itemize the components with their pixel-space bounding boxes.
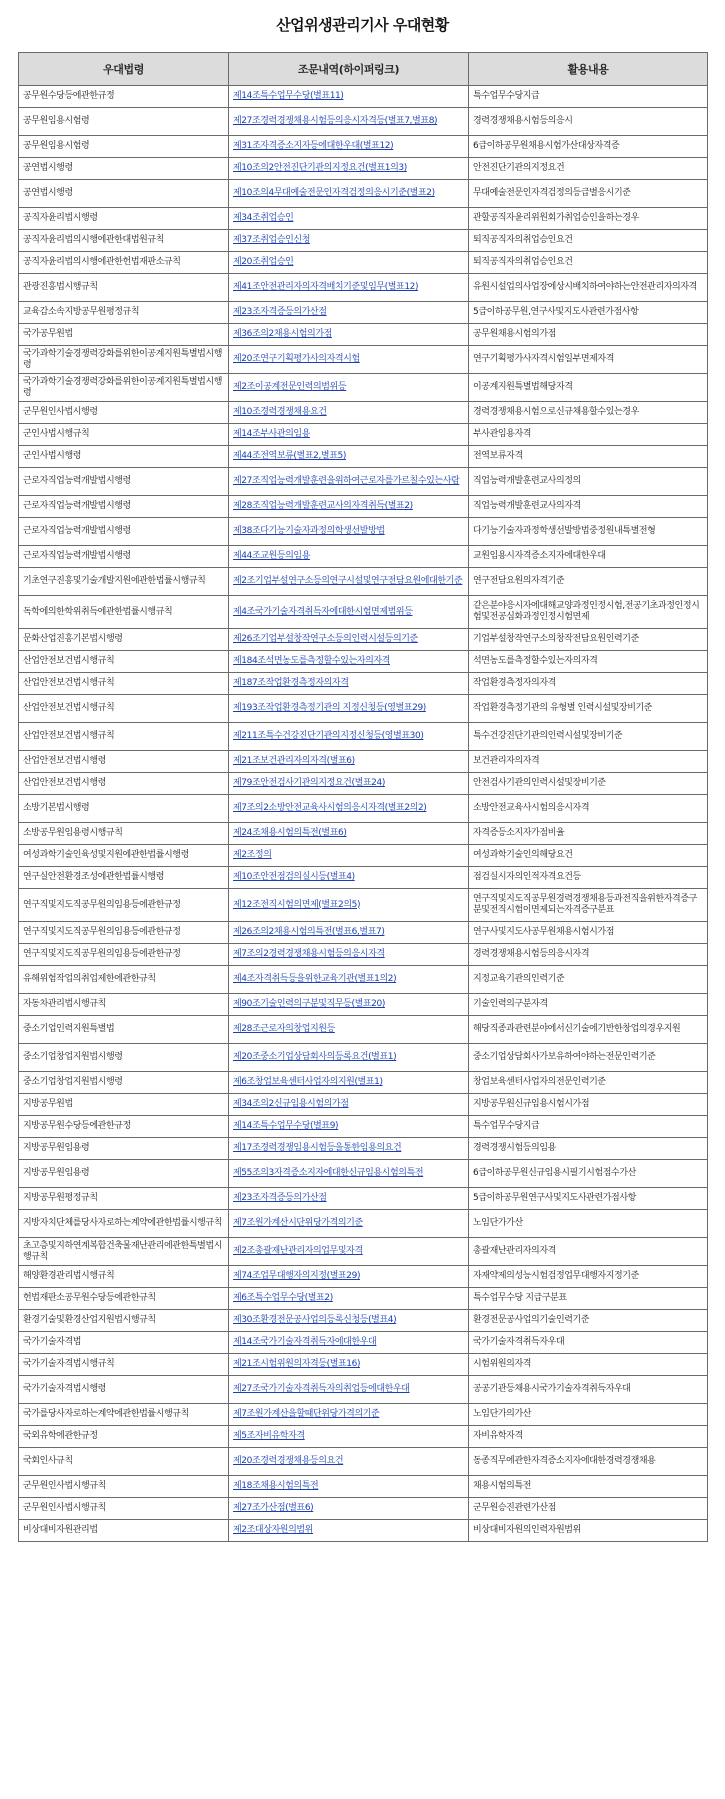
clause-link[interactable]: 제90조기술인력의구분및직무등(별표20) [229,994,469,1016]
use-cell: 기술인력의구분자격 [469,994,708,1016]
clause-link[interactable]: 제7조의2소방안전교육사시험의응시자격(별표2의2) [229,795,469,823]
clause-link[interactable]: 제18조채용시험의특전 [229,1476,469,1498]
use-cell: 공공기관등채용시국가기술자격취득자우대 [469,1376,708,1404]
clause-link[interactable]: 제34조의2신규임용시험의가점 [229,1094,469,1116]
use-cell: 퇴직공직자의취업승인요건 [469,230,708,252]
table-row [19,966,708,994]
clause-link[interactable]: 제5조자비유학자격 [229,1426,469,1448]
clause-link[interactable]: 제10조의2안전진단기관의지정요건(별표1의3) [229,158,469,180]
use-cell: 경력경쟁채용시험등의응시 [469,108,708,136]
use-cell: 퇴직공직자의취업승인요건 [469,252,708,274]
use-cell: 공무원채용시험의가점 [469,324,708,346]
use-cell: 작업환경측정자의자격 [469,673,708,695]
table-row [19,568,708,596]
use-cell: 연구기획평가사자격시험일부면제자격 [469,346,708,374]
table-row [19,302,708,324]
table-row [19,845,708,867]
clause-link[interactable]: 제193조작업환경측정기관의 지정신청등(영별표29) [229,695,469,723]
preference-table-container [18,52,707,1542]
table-row [19,629,708,651]
clause-link[interactable]: 제41조안전관리자의자격배치기준및임무(별표12) [229,274,469,302]
law-cell: 기초연구진흥및기술개발지원에관한법률시행규칙 [19,568,229,596]
use-cell: 특수업무수당지급 [469,1116,708,1138]
law-cell: 중소기업창업지원법시행령 [19,1072,229,1094]
table-row [19,673,708,695]
law-cell: 국회인사규칙 [19,1448,229,1476]
clause-link[interactable]: 제28조직업능력개발훈련교사의자격취득(별표2) [229,496,469,518]
clause-link[interactable]: 제2조총괄재난관리자의업무및자격 [229,1238,469,1266]
table-row [19,1266,708,1288]
law-cell: 군무원인사법시행규칙 [19,1498,229,1520]
law-cell: 국가기술자격법시행규칙 [19,1354,229,1376]
clause-link[interactable]: 제28조근로자의창업지원등 [229,1016,469,1044]
law-cell: 근로자직업능력개발법시행령 [19,468,229,496]
clause-link[interactable]: 제17조경력경쟁임용시험등을통한임용의요건 [229,1138,469,1160]
table-row [19,695,708,723]
law-cell: 산업안전보건법시행규칙 [19,651,229,673]
header-use: 활용내용 [469,53,708,86]
use-cell: 무대예술전문인자격검정의등급별응시기준 [469,180,708,208]
clause-link[interactable]: 제30조환경전문공사업의등록신청등(별표4) [229,1310,469,1332]
use-cell: 지방공무원신규임용시험시가점 [469,1094,708,1116]
law-cell: 군인사법시행규칙 [19,424,229,446]
law-cell: 국가를당사자로하는계약에관한법률시행규칙 [19,1404,229,1426]
table-row [19,252,708,274]
table-row [19,1310,708,1332]
law-cell: 문화산업진흥기본법시행령 [19,629,229,651]
use-cell: 군무원승진관련가산점 [469,1498,708,1520]
law-cell: 교육감소속지방공무원평정규칙 [19,302,229,324]
use-cell: 점검실시자의인적자격요건등 [469,867,708,889]
table-row [19,651,708,673]
use-cell: 6급이하공무원채용시험가산대상자격증 [469,136,708,158]
law-cell: 산업안전보건법시행규칙 [19,673,229,695]
clause-link[interactable]: 제74조업무대행자의지정(별표29) [229,1266,469,1288]
law-cell: 군무원인사법시행령 [19,402,229,424]
table-row [19,518,708,546]
use-cell: 노임단가가산 [469,1210,708,1238]
clause-link[interactable]: 제2조정의 [229,845,469,867]
use-cell: 안전진단기관의지정요건 [469,158,708,180]
table-row [19,468,708,496]
table-row [19,274,708,302]
table-row [19,108,708,136]
law-cell: 국가공무원법 [19,324,229,346]
use-cell: 연구직및지도직공무원경력경쟁채용등과전직을위한자격증구분및전직시험이면제되는자격증구분표 [469,889,708,922]
use-cell: 5급이하공무원연구사및지도사관련가점사항 [469,1188,708,1210]
table-row [19,1072,708,1094]
law-cell: 공직자윤리법의시행에관한헌법재판소규칙 [19,252,229,274]
clause-link[interactable]: 제6조특수업무수당(별표2) [229,1288,469,1310]
table-row [19,823,708,845]
table-row [19,424,708,446]
header-clause: 조문내역(하이퍼링크) [229,53,469,86]
law-cell: 공연법시행령 [19,180,229,208]
clause-link[interactable]: 제26조의2채용시험의특전(별표6,별표7) [229,922,469,944]
use-cell: 교원임용시자격증소지자에대한우대 [469,546,708,568]
use-cell: 노임단가의가산 [469,1404,708,1426]
law-cell: 공무원수당등에관한규정 [19,86,229,108]
clause-link[interactable]: 제10조안전점검의실시등(별표4) [229,867,469,889]
use-cell: 기업부설창작연구소의창작전담요원인력기준 [469,629,708,651]
law-cell: 소방기본법시행령 [19,795,229,823]
use-cell: 이공계지원특별법해당자격 [469,374,708,402]
table-row [19,1138,708,1160]
law-cell: 공직자윤리법의시행에관한대법원규칙 [19,230,229,252]
header-law: 우대법령 [19,53,229,86]
use-cell: 안전검사기관의인력시설및장비기준 [469,773,708,795]
table-row [19,230,708,252]
use-cell: 특수업무수당지급 [469,86,708,108]
table-row [19,180,708,208]
law-cell: 중소기업창업지원법시행령 [19,1044,229,1072]
clause-link[interactable]: 제6조창업보육센터사업자의지원(별표1) [229,1072,469,1094]
clause-link[interactable]: 제21조보건관리자의자격(별표6) [229,751,469,773]
table-row [19,546,708,568]
table-row [19,795,708,823]
table-row [19,773,708,795]
use-cell: 경력경쟁채용시험으로신규채용할수있는경우 [469,402,708,424]
law-cell: 공무원임용시험령 [19,108,229,136]
use-cell: 연구전담요원의자격기준 [469,568,708,596]
law-cell: 공연법시행령 [19,158,229,180]
table-row [19,1238,708,1266]
clause-link[interactable]: 제24조채용시험의특전(별표6) [229,823,469,845]
use-cell: 자비유학자격 [469,1426,708,1448]
law-cell: 군인사법시행령 [19,446,229,468]
table-row [19,374,708,402]
law-cell: 공직자윤리법시행령 [19,208,229,230]
use-cell: 자재약제의성능시험검정업무대행자지정기준 [469,1266,708,1288]
law-cell: 국가과학기술경쟁력강화를위한이공계지원특별법시행령 [19,346,229,374]
use-cell: 6급이하공무원신규임용시필기시험점수가산 [469,1160,708,1188]
table-row [19,1448,708,1476]
clause-link[interactable]: 제27조직업능력개발훈련을위하여근로자를가르칠수있는사람 [229,468,469,496]
clause-link[interactable]: 제211조특수건강진단기관의지정신청등(영별표30) [229,723,469,751]
clause-link[interactable]: 제4조국가기술자격취득자에대한시험면제범위등 [229,596,469,629]
clause-link[interactable]: 제79조안전검사기관의지정요건(별표24) [229,773,469,795]
use-cell: 부사관임용자격 [469,424,708,446]
clause-link[interactable]: 제31조자격증소지자등에대한우대(별표12) [229,136,469,158]
law-cell: 근로자직업능력개발법시행령 [19,546,229,568]
table-row [19,1016,708,1044]
use-cell: 여성과학기술인의해당요건 [469,845,708,867]
table-row [19,158,708,180]
clause-link[interactable]: 제12조전직시험의면제(별표2의5) [229,889,469,922]
clause-link[interactable]: 제37조취업승인신청 [229,230,469,252]
law-cell: 국가과학기술경쟁력강화를위한이공계지원특별법시행령 [19,374,229,402]
use-cell: 동종직무에관한자격증소지자에대한경력경쟁채용 [469,1448,708,1476]
clause-link[interactable]: 제10조의4무대예술전문인자격검정의응시기준(별표2) [229,180,469,208]
clause-link[interactable]: 제7조의2경력경쟁채용시험등의응시자격 [229,944,469,966]
table-row [19,1288,708,1310]
table-row [19,1476,708,1498]
use-cell: 5급이하공무원,연구사및지도사관련가점사항 [469,302,708,324]
clause-link[interactable]: 제20조연구기획평가사의자격시험 [229,346,469,374]
table-header-row [19,53,708,86]
use-cell: 경력경쟁시험등의임용 [469,1138,708,1160]
clause-link[interactable]: 제21조시험위원의자격등(별표16) [229,1354,469,1376]
use-cell: 총괄재난관리자의자격 [469,1238,708,1266]
table-row [19,1094,708,1116]
law-cell: 유해위험작업의취업제한에관한규칙 [19,966,229,994]
table-row [19,867,708,889]
law-cell: 공무원임용시험령 [19,136,229,158]
law-cell: 연구실안전환경조성에관한법률시행령 [19,867,229,889]
use-cell: 다기능기술자과정학생선발방법중정원내특별전형 [469,518,708,546]
page-title: 산업위생관리기사 우대현황 [276,16,449,34]
law-cell: 지방공무원임용령 [19,1160,229,1188]
law-cell: 근로자직업능력개발법시행령 [19,518,229,546]
use-cell: 채용시험의특전 [469,1476,708,1498]
table-row [19,346,708,374]
law-cell: 여성과학기술인육성및지원에관한법률시행령 [19,845,229,867]
table-row [19,1116,708,1138]
clause-link[interactable]: 제20조중소기업상담회사의등록요건(별표1) [229,1044,469,1072]
law-cell: 연구직및지도직공무원의임용등에관한규정 [19,922,229,944]
law-cell: 국가기술자격법시행령 [19,1376,229,1404]
table-row [19,86,708,108]
clause-link[interactable]: 제20조취업승인 [229,252,469,274]
clause-link[interactable]: 제2조기업부설연구소등의연구시설및연구전담요원에대한기준 [229,568,469,596]
law-cell: 지방공무원평정규칙 [19,1188,229,1210]
clause-link[interactable]: 제2조대상자원의범위 [229,1520,469,1542]
table-row [19,1520,708,1542]
table-row [19,1354,708,1376]
table-row [19,596,708,629]
clause-link[interactable]: 제23조자격증등의가산점 [229,1188,469,1210]
use-cell: 같은분야응시자에대해교양과정인정시험,전공기초과정인정시험및전공심화과정인정시험면제 [469,596,708,629]
law-cell: 국외유학에관한규정 [19,1426,229,1448]
table-row [19,446,708,468]
law-cell: 중소기업인력지원특별법 [19,1016,229,1044]
clause-link[interactable]: 제55조의3자격증소지자에대한신규임용시험의특전 [229,1160,469,1188]
clause-link[interactable]: 제38조다기능기술자과정의학생선발방법 [229,518,469,546]
table-row [19,1210,708,1238]
law-cell: 소방공무원임용령시행규칙 [19,823,229,845]
clause-link[interactable]: 제36조의2채용시험의가점 [229,324,469,346]
law-cell: 비상대비자원관리법 [19,1520,229,1542]
law-cell: 독학에의한학위취득에관한법률시행규칙 [19,596,229,629]
preference-table [18,52,708,1542]
use-cell: 소방안전교육사시험의응시자격 [469,795,708,823]
use-cell: 직업능력개발훈련교사의정의 [469,468,708,496]
use-cell: 직업능력개발훈련교사의자격 [469,496,708,518]
law-cell: 군무원인사법시행규칙 [19,1476,229,1498]
table-row [19,1044,708,1072]
law-cell: 연구직및지도직공무원의임용등에관한규정 [19,889,229,922]
clause-link[interactable]: 제26조기업부설창작연구소등의인력시설등의기준 [229,629,469,651]
use-cell: 특수건강진단기관의인력시설및장비기준 [469,723,708,751]
table-row [19,402,708,424]
table-row [19,1426,708,1448]
clause-link[interactable]: 제44조교원등의임용 [229,546,469,568]
use-cell: 국가기술자격취득자우대 [469,1332,708,1354]
table-row [19,1498,708,1520]
table-row [19,994,708,1016]
clause-link[interactable]: 제184조석면농도를측정할수있는자의자격 [229,651,469,673]
table-row [19,136,708,158]
table-row [19,1160,708,1188]
clause-link[interactable]: 제14조국가기술자격취득자에대한우대 [229,1332,469,1354]
table-row [19,1376,708,1404]
use-cell: 시험위원의자격 [469,1354,708,1376]
use-cell: 해당직종과관련분야에서신기술에기반한창업의경우지원 [469,1016,708,1044]
use-cell: 자격증등소지자가점비율 [469,823,708,845]
law-cell: 국가기술자격법 [19,1332,229,1354]
table-body [19,86,708,1542]
clause-link[interactable]: 제2조이공계전문인력의범위등 [229,374,469,402]
clause-link[interactable]: 제14조부사관의임용 [229,424,469,446]
law-cell: 산업안전보건법시행령 [19,751,229,773]
law-cell: 자동차관리법시행규칙 [19,994,229,1016]
use-cell: 중소기업상담회사가보유하여야하는전문인력기준 [469,1044,708,1072]
table-row [19,889,708,922]
table-row [19,496,708,518]
table-row [19,751,708,773]
clause-link[interactable]: 제20조경력경쟁채용등의요건 [229,1448,469,1476]
law-cell: 지방공무원법 [19,1094,229,1116]
law-cell: 관광진흥법시행규칙 [19,274,229,302]
clause-link[interactable]: 제4조자격취득등을위한교육기관(별표1의2) [229,966,469,994]
clause-link[interactable]: 제10조경력경쟁채용요건 [229,402,469,424]
use-cell: 보건관리자의자격 [469,751,708,773]
use-cell: 석면농도를측정할수있는자의자격 [469,651,708,673]
use-cell: 지정교육기관의인력기준 [469,966,708,994]
law-cell: 연구직및지도직공무원의임용등에관한규정 [19,944,229,966]
table-row [19,1404,708,1426]
law-cell: 헌법재판소공무원수당등에관한규칙 [19,1288,229,1310]
law-cell: 환경기술및환경산업지원법시행규칙 [19,1310,229,1332]
law-cell: 지방공무원임용령 [19,1138,229,1160]
law-cell: 산업안전보건법시행령 [19,773,229,795]
law-cell: 지방공무원수당등에관한규정 [19,1116,229,1138]
clause-link[interactable]: 제27조경력경쟁채용시험등의응시자격등(별표7,별표8) [229,108,469,136]
table-row [19,208,708,230]
use-cell: 관할공직자윤리위원회가취업승인을하는경우 [469,208,708,230]
clause-link[interactable]: 제14조특수업무수당(별표9) [229,1116,469,1138]
clause-link[interactable]: 제27조가산점(별표6) [229,1498,469,1520]
table-row [19,1188,708,1210]
use-cell: 특수업무수당 지급구분표 [469,1288,708,1310]
law-cell: 초고층및지하연계복합건축물재난관리에관한특별법시행규칙 [19,1238,229,1266]
table-row [19,723,708,751]
law-cell: 근로자직업능력개발법시행령 [19,496,229,518]
table-row [19,944,708,966]
use-cell: 전역보류자격 [469,446,708,468]
law-cell: 해양환경관리법시행규칙 [19,1266,229,1288]
use-cell: 경력경쟁채용시험등의응시자격 [469,944,708,966]
clause-link[interactable]: 제14조특수업무수당(별표11) [229,86,469,108]
use-cell: 창업보육센터사업자의전문인력기준 [469,1072,708,1094]
table-row [19,922,708,944]
clause-link[interactable]: 제34조취업승인 [229,208,469,230]
use-cell: 유원시설업의사업장에상시배치하여야하는안전관리자의자격 [469,274,708,302]
clause-link[interactable]: 제23조자격증등의가산점 [229,302,469,324]
law-cell: 산업안전보건법시행규칙 [19,695,229,723]
use-cell: 연구사및지도사공무원채용시험시가점 [469,922,708,944]
clause-link[interactable]: 제187조작업환경측정자의자격 [229,673,469,695]
clause-link[interactable]: 제27조국가기술자격취득자의취업등에대한우대 [229,1376,469,1404]
use-cell: 비상대비자원의인력자원범위 [469,1520,708,1542]
law-cell: 지방자치단체를당사자로하는계약에관한법률시행규칙 [19,1210,229,1238]
clause-link[interactable]: 제7조원가계산을할때단위당가격의기준 [229,1404,469,1426]
clause-link[interactable]: 제7조원가계산시단위당가격의기준 [229,1210,469,1238]
table-row [19,324,708,346]
table-row [19,1332,708,1354]
clause-link[interactable]: 제44조전역보류(별표2,별표5) [229,446,469,468]
law-cell: 산업안전보건법시행규칙 [19,723,229,751]
use-cell: 작업환경측정기관의 유형별 인력시설및장비기준 [469,695,708,723]
use-cell: 환경전문공사업의기술인력기준 [469,1310,708,1332]
